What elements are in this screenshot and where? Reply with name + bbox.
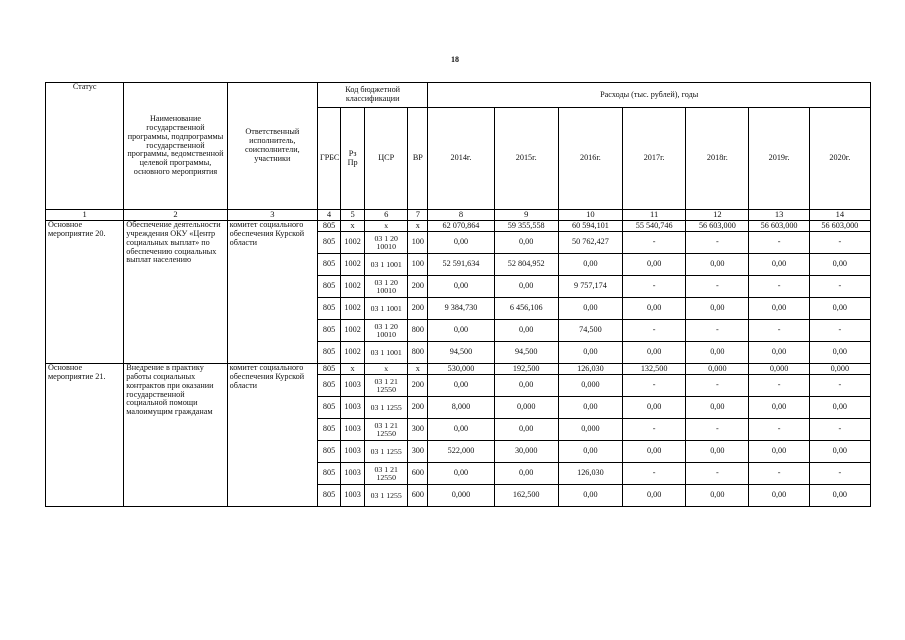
value-cell: 8,000 bbox=[428, 397, 494, 419]
value-cell: 52 804,952 bbox=[494, 254, 558, 276]
value-cell: 0,00 bbox=[623, 298, 686, 320]
grbs-cell: 805 bbox=[317, 485, 340, 507]
index-cell: 7 bbox=[408, 210, 428, 221]
vr-cell: 300 bbox=[408, 441, 428, 463]
value-cell: 62 070,864 bbox=[428, 221, 494, 232]
header-csr: ЦСР bbox=[365, 108, 408, 210]
rzpr-cell: 1003 bbox=[341, 441, 365, 463]
vr-cell: 200 bbox=[408, 276, 428, 298]
value-cell: 0,00 bbox=[428, 463, 494, 485]
value-cell: 0,00 bbox=[494, 320, 558, 342]
header-grbs: ГРБС bbox=[317, 108, 340, 210]
rzpr-cell: 1003 bbox=[341, 375, 365, 397]
csr-cell: 03 1 1001 bbox=[365, 342, 408, 364]
value-cell: 30,000 bbox=[494, 441, 558, 463]
value-cell: 0,00 bbox=[809, 485, 870, 507]
table-row bbox=[46, 364, 871, 375]
header-budget-code: Код бюджетной классификации bbox=[317, 83, 427, 108]
value-cell: 0,00 bbox=[749, 397, 809, 419]
header-year: 2020г. bbox=[809, 108, 870, 210]
header-year: 2017г. bbox=[623, 108, 686, 210]
value-cell: 56 603,000 bbox=[809, 221, 870, 232]
value-cell: 0,00 bbox=[686, 397, 749, 419]
value-cell: 0,000 bbox=[558, 375, 622, 397]
grbs-cell: 805 bbox=[317, 397, 340, 419]
rzpr-cell: 1002 bbox=[341, 320, 365, 342]
csr-cell: 03 1 21 12550 bbox=[365, 419, 408, 441]
index-cell: 10 bbox=[558, 210, 622, 221]
header-vr: ВР bbox=[408, 108, 428, 210]
value-cell: 56 603,000 bbox=[749, 221, 809, 232]
index-cell: 6 bbox=[365, 210, 408, 221]
responsible-cell: комитет социального обеспечения Курской области bbox=[227, 364, 317, 507]
budget-table bbox=[45, 82, 871, 507]
value-cell: 0,00 bbox=[428, 419, 494, 441]
vr-cell: х bbox=[408, 364, 428, 375]
header-status: Статус bbox=[46, 83, 124, 210]
rzpr-cell: 1003 bbox=[341, 463, 365, 485]
csr-cell: х bbox=[365, 364, 408, 375]
value-cell: - bbox=[686, 419, 749, 441]
csr-cell: 03 1 1255 bbox=[365, 441, 408, 463]
vr-cell: 200 bbox=[408, 298, 428, 320]
value-cell: 0,00 bbox=[809, 397, 870, 419]
grbs-cell: 805 bbox=[317, 298, 340, 320]
value-cell: - bbox=[809, 419, 870, 441]
responsible-cell: комитет социального обеспечения Курской области bbox=[227, 221, 317, 364]
header-expenses: Расходы (тыс. рублей), годы bbox=[428, 83, 871, 108]
value-cell: - bbox=[623, 375, 686, 397]
value-cell: - bbox=[749, 375, 809, 397]
value-cell: 56 603,000 bbox=[686, 221, 749, 232]
value-cell: 0,00 bbox=[428, 320, 494, 342]
vr-cell: 800 bbox=[408, 342, 428, 364]
grbs-cell: 805 bbox=[317, 342, 340, 364]
value-cell: 0,00 bbox=[494, 276, 558, 298]
value-cell: - bbox=[623, 463, 686, 485]
rzpr-cell: 1003 bbox=[341, 485, 365, 507]
rzpr-cell: х bbox=[341, 221, 365, 232]
value-cell: - bbox=[686, 463, 749, 485]
vr-cell: 600 bbox=[408, 463, 428, 485]
value-cell: 0,00 bbox=[749, 342, 809, 364]
vr-cell: 800 bbox=[408, 320, 428, 342]
rzpr-cell: 1002 bbox=[341, 254, 365, 276]
grbs-cell: 805 bbox=[317, 441, 340, 463]
value-cell: 0,00 bbox=[558, 254, 622, 276]
value-cell: - bbox=[623, 276, 686, 298]
value-cell: 530,000 bbox=[428, 364, 494, 375]
header-responsible: Ответственный исполнитель, соисполнители, участники bbox=[227, 83, 317, 210]
value-cell: 9 384,730 bbox=[428, 298, 494, 320]
table-row bbox=[46, 221, 871, 232]
value-cell: 0,00 bbox=[428, 375, 494, 397]
rzpr-cell: 1002 bbox=[341, 298, 365, 320]
rzpr-cell: 1003 bbox=[341, 397, 365, 419]
index-cell: 3 bbox=[227, 210, 317, 221]
value-cell: 9 757,174 bbox=[558, 276, 622, 298]
value-cell: 0,00 bbox=[494, 375, 558, 397]
value-cell: 6 456,106 bbox=[494, 298, 558, 320]
value-cell: 126,030 bbox=[558, 364, 622, 375]
value-cell: 126,030 bbox=[558, 463, 622, 485]
value-cell: 0,00 bbox=[749, 485, 809, 507]
value-cell: 0,00 bbox=[494, 232, 558, 254]
value-cell: 0,00 bbox=[428, 232, 494, 254]
value-cell: 0,000 bbox=[686, 364, 749, 375]
grbs-cell: 805 bbox=[317, 254, 340, 276]
value-cell: 0,00 bbox=[623, 342, 686, 364]
grbs-cell: 805 bbox=[317, 375, 340, 397]
index-cell: 9 bbox=[494, 210, 558, 221]
value-cell: 0,000 bbox=[558, 419, 622, 441]
header-year: 2015г. bbox=[494, 108, 558, 210]
value-cell: 132,500 bbox=[623, 364, 686, 375]
name-cell: Обеспечение деятельности учреждения ОКУ «Центр социальных выплат» по обеспечению социальных выплат населению bbox=[124, 221, 227, 364]
rzpr-cell: 1002 bbox=[341, 232, 365, 254]
value-cell: 0,00 bbox=[558, 397, 622, 419]
value-cell: 0,00 bbox=[558, 342, 622, 364]
status-cell: Основное мероприятие 21. bbox=[46, 364, 124, 507]
rzpr-cell: 1002 bbox=[341, 342, 365, 364]
value-cell: - bbox=[686, 276, 749, 298]
index-cell: 12 bbox=[686, 210, 749, 221]
value-cell: 94,500 bbox=[494, 342, 558, 364]
csr-cell: 03 1 1255 bbox=[365, 397, 408, 419]
header-name: Наименование государственной программы, подпрограммы государственной программы, ведомственной целевой программы, основного мероприятия bbox=[124, 83, 227, 210]
value-cell: 0,00 bbox=[809, 441, 870, 463]
value-cell: - bbox=[749, 276, 809, 298]
value-cell: - bbox=[623, 232, 686, 254]
value-cell: 50 762,427 bbox=[558, 232, 622, 254]
csr-cell: 03 1 20 10010 bbox=[365, 232, 408, 254]
grbs-cell: 805 bbox=[317, 232, 340, 254]
grbs-cell: 805 bbox=[317, 463, 340, 485]
header-year: 2014г. bbox=[428, 108, 494, 210]
value-cell: 0,00 bbox=[809, 254, 870, 276]
index-cell: 2 bbox=[124, 210, 227, 221]
index-cell: 8 bbox=[428, 210, 494, 221]
value-cell: - bbox=[749, 232, 809, 254]
value-cell: - bbox=[749, 463, 809, 485]
csr-cell: 03 1 1255 bbox=[365, 485, 408, 507]
value-cell: - bbox=[809, 463, 870, 485]
page-number: 18 bbox=[451, 55, 459, 64]
index-cell: 13 bbox=[749, 210, 809, 221]
status-cell: Основное мероприятие 20. bbox=[46, 221, 124, 364]
value-cell: 0,00 bbox=[686, 298, 749, 320]
value-cell: 0,00 bbox=[623, 397, 686, 419]
csr-cell: 03 1 21 12550 bbox=[365, 375, 408, 397]
value-cell: 0,00 bbox=[749, 441, 809, 463]
name-cell: Внедрение в практику работы социальных контрактов при оказании государственной социальной помощи малоимущим гражданам bbox=[124, 364, 227, 507]
vr-cell: 200 bbox=[408, 397, 428, 419]
value-cell: - bbox=[623, 320, 686, 342]
index-cell: 5 bbox=[341, 210, 365, 221]
value-cell: - bbox=[809, 232, 870, 254]
value-cell: 192,500 bbox=[494, 364, 558, 375]
vr-cell: 600 bbox=[408, 485, 428, 507]
value-cell: - bbox=[686, 320, 749, 342]
value-cell: - bbox=[623, 419, 686, 441]
value-cell: 0,00 bbox=[686, 485, 749, 507]
value-cell: 0,00 bbox=[494, 419, 558, 441]
value-cell: 94,500 bbox=[428, 342, 494, 364]
header-rzpr: Рз Пр bbox=[341, 108, 365, 210]
index-cell: 1 bbox=[46, 210, 124, 221]
vr-cell: 100 bbox=[408, 232, 428, 254]
value-cell: - bbox=[686, 232, 749, 254]
value-cell: 0,00 bbox=[623, 254, 686, 276]
value-cell: 522,000 bbox=[428, 441, 494, 463]
value-cell: 0,00 bbox=[686, 441, 749, 463]
csr-cell: 03 1 1001 bbox=[365, 298, 408, 320]
value-cell: - bbox=[686, 375, 749, 397]
value-cell: 59 355,558 bbox=[494, 221, 558, 232]
value-cell: 0,00 bbox=[558, 441, 622, 463]
value-cell: 55 540,746 bbox=[623, 221, 686, 232]
csr-cell: 03 1 1001 bbox=[365, 254, 408, 276]
value-cell: 0,00 bbox=[686, 342, 749, 364]
grbs-cell: 805 bbox=[317, 320, 340, 342]
vr-cell: х bbox=[408, 221, 428, 232]
rzpr-cell: х bbox=[341, 364, 365, 375]
index-cell: 11 bbox=[623, 210, 686, 221]
value-cell: 0,00 bbox=[494, 463, 558, 485]
grbs-cell: 805 bbox=[317, 419, 340, 441]
value-cell: - bbox=[749, 419, 809, 441]
value-cell: 0,00 bbox=[428, 276, 494, 298]
value-cell: 60 594,101 bbox=[558, 221, 622, 232]
value-cell: 52 591,634 bbox=[428, 254, 494, 276]
value-cell: 0,00 bbox=[623, 485, 686, 507]
vr-cell: 100 bbox=[408, 254, 428, 276]
index-cell: 4 bbox=[317, 210, 340, 221]
value-cell: 0,000 bbox=[809, 364, 870, 375]
value-cell: 0,00 bbox=[686, 254, 749, 276]
csr-cell: х bbox=[365, 221, 408, 232]
table-header bbox=[46, 83, 871, 221]
csr-cell: 03 1 21 12550 bbox=[365, 463, 408, 485]
vr-cell: 300 bbox=[408, 419, 428, 441]
csr-cell: 03 1 20 10010 bbox=[365, 320, 408, 342]
value-cell: 162,500 bbox=[494, 485, 558, 507]
value-cell: - bbox=[809, 320, 870, 342]
value-cell: 0,00 bbox=[558, 485, 622, 507]
header-year: 2019г. bbox=[749, 108, 809, 210]
rzpr-cell: 1003 bbox=[341, 419, 365, 441]
value-cell: - bbox=[809, 276, 870, 298]
value-cell: 0,000 bbox=[428, 485, 494, 507]
csr-cell: 03 1 20 10010 bbox=[365, 276, 408, 298]
value-cell: - bbox=[809, 375, 870, 397]
value-cell: 0,00 bbox=[809, 298, 870, 320]
value-cell: 0,00 bbox=[623, 441, 686, 463]
header-year: 2016г. bbox=[558, 108, 622, 210]
value-cell: - bbox=[749, 320, 809, 342]
value-cell: 0,000 bbox=[749, 364, 809, 375]
index-cell: 14 bbox=[809, 210, 870, 221]
value-cell: 0,00 bbox=[558, 298, 622, 320]
value-cell: 0,000 bbox=[494, 397, 558, 419]
value-cell: 0,00 bbox=[809, 342, 870, 364]
vr-cell: 200 bbox=[408, 375, 428, 397]
index-row bbox=[46, 210, 871, 221]
value-cell: 74,500 bbox=[558, 320, 622, 342]
grbs-cell: 805 bbox=[317, 221, 340, 232]
rzpr-cell: 1002 bbox=[341, 276, 365, 298]
header-year: 2018г. bbox=[686, 108, 749, 210]
value-cell: 0,00 bbox=[749, 254, 809, 276]
grbs-cell: 805 bbox=[317, 276, 340, 298]
table-body bbox=[46, 221, 871, 507]
value-cell: 0,00 bbox=[749, 298, 809, 320]
grbs-cell: 805 bbox=[317, 364, 340, 375]
